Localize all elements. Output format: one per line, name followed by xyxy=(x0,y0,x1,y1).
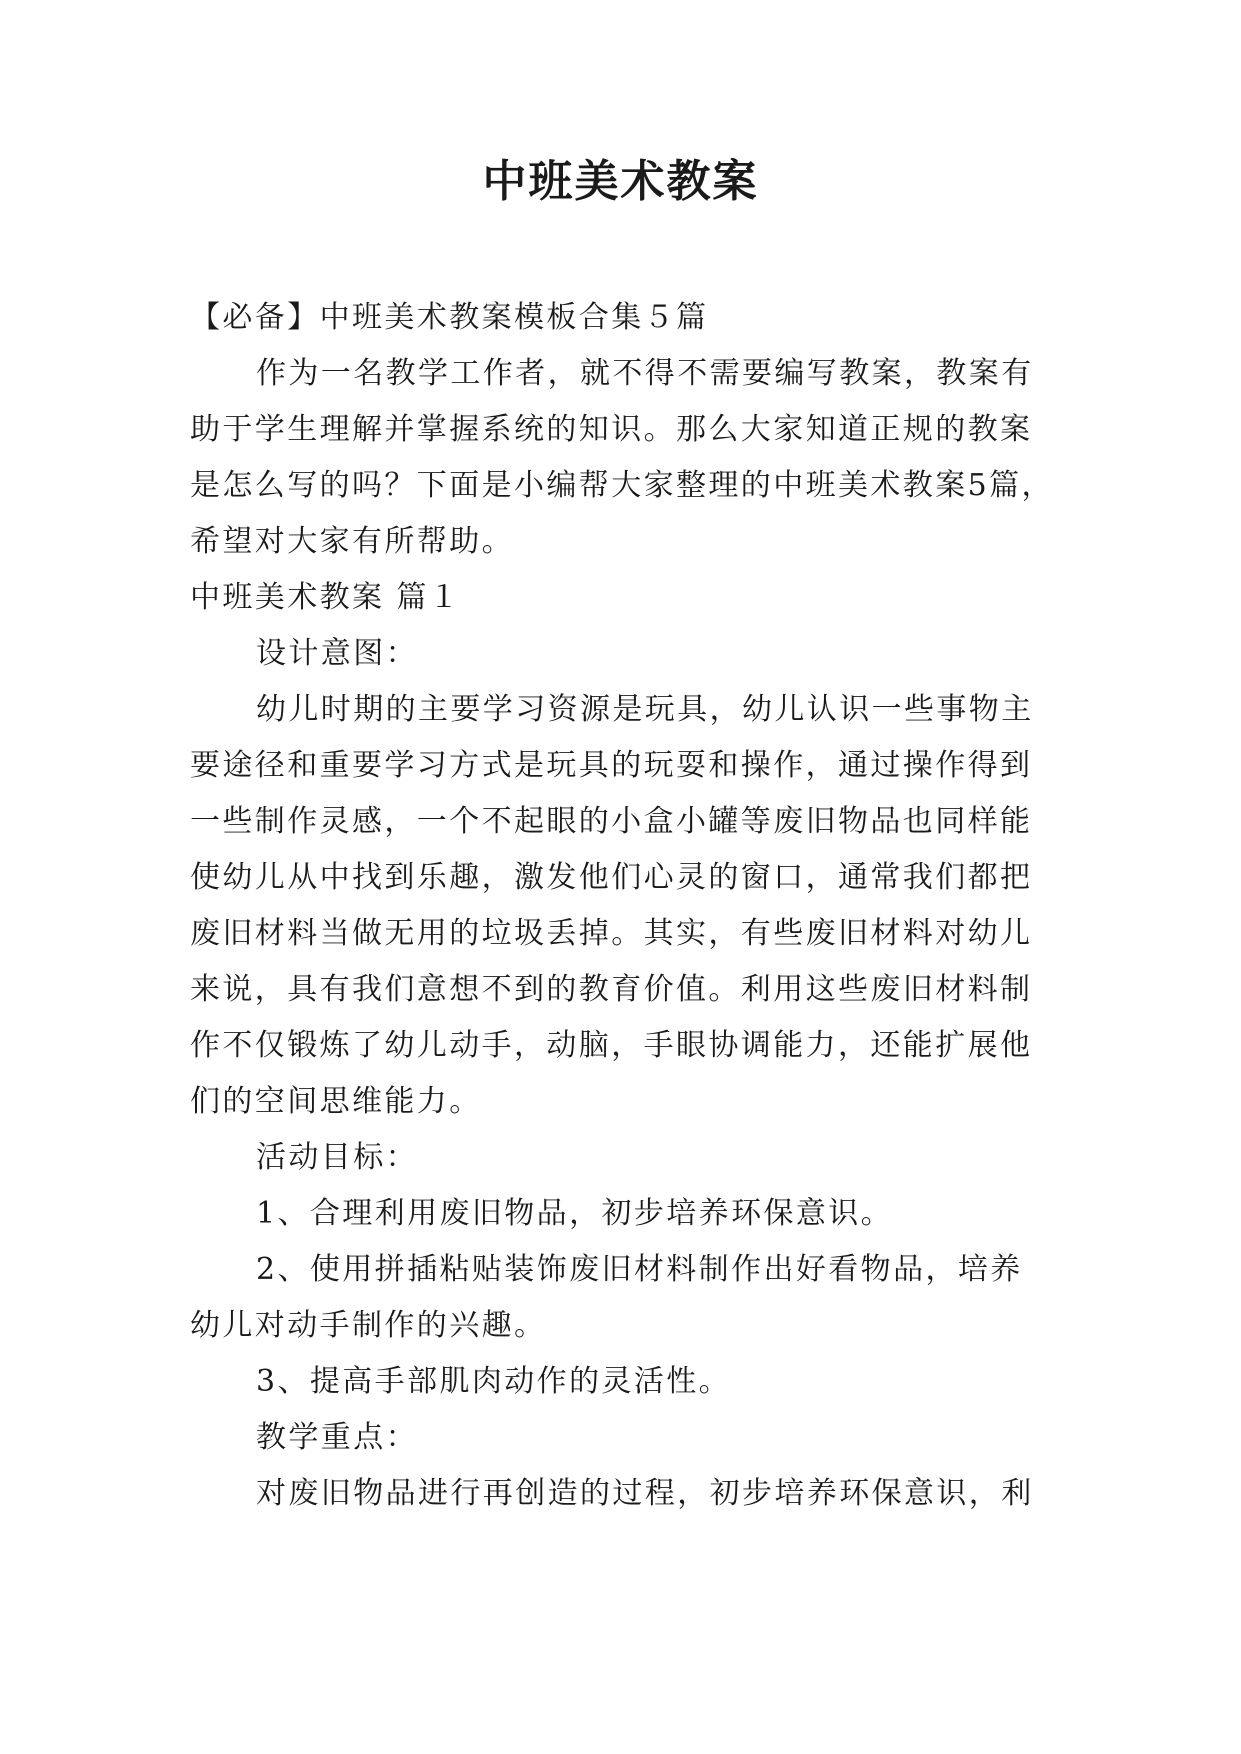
text-line: 教学重点： xyxy=(256,1420,418,1455)
text-line: 活动目标： xyxy=(256,1140,418,1175)
text-line: 助于学生理解并掌握系统的知识。那么大家知道正规的教案 xyxy=(190,412,1033,447)
text-line: 是怎么写的吗？下面是小编帮大家整理的中班美术教案5篇， xyxy=(190,468,1054,503)
text-line: 中班美术教案 篇１ xyxy=(190,580,462,615)
text-line: 设计意图： xyxy=(256,636,418,671)
text-line: 希望对大家有所帮助。 xyxy=(190,524,514,559)
document-body xyxy=(190,290,1058,1522)
text-line: 废旧材料当做无用的垃圾丢掉。其实，有些废旧材料对幼儿 xyxy=(190,916,1033,951)
text-line: 使幼儿从中找到乐趣，激发他们心灵的窗口，通常我们都把 xyxy=(190,860,1033,895)
text-line: 1、合理利用废旧物品，初步培养环保意识。 xyxy=(256,1196,894,1231)
document-title: 中班美术教案 xyxy=(482,156,759,207)
text-line: 作不仅锻炼了幼儿动手，动脑，手眼协调能力，还能扩展他 xyxy=(190,1028,1033,1063)
text-line: 一些制作灵感，一个不起眼的小盒小罐等废旧物品也同样能 xyxy=(190,804,1033,839)
text-line: 【必备】中班美术教案模板合集５篇 xyxy=(190,300,709,335)
text-line: 幼儿对动手制作的兴趣。 xyxy=(190,1308,547,1343)
text-line: 们的空间思维能力。 xyxy=(190,1084,482,1119)
text-line: 作为一名教学工作者，就不得不需要编写教案，教案有 xyxy=(256,356,1034,391)
text-line: 要途径和重要学习方式是玩具的玩耍和操作，通过操作得到 xyxy=(190,748,1033,783)
text-line: 2、使用拼插粘贴装饰废旧材料制作出好看物品，培养 xyxy=(256,1252,1023,1287)
text-line: 来说，具有我们意想不到的教育价值。利用这些废旧材料制 xyxy=(190,972,1033,1007)
text-line: 幼儿时期的主要学习资源是玩具，幼儿认识一些事物主 xyxy=(256,692,1034,727)
text-line: 3、提高手部肌肉动作的灵活性。 xyxy=(256,1364,732,1399)
text-line: 对废旧物品进行再创造的过程，初步培养环保意识，利 xyxy=(256,1476,1034,1511)
